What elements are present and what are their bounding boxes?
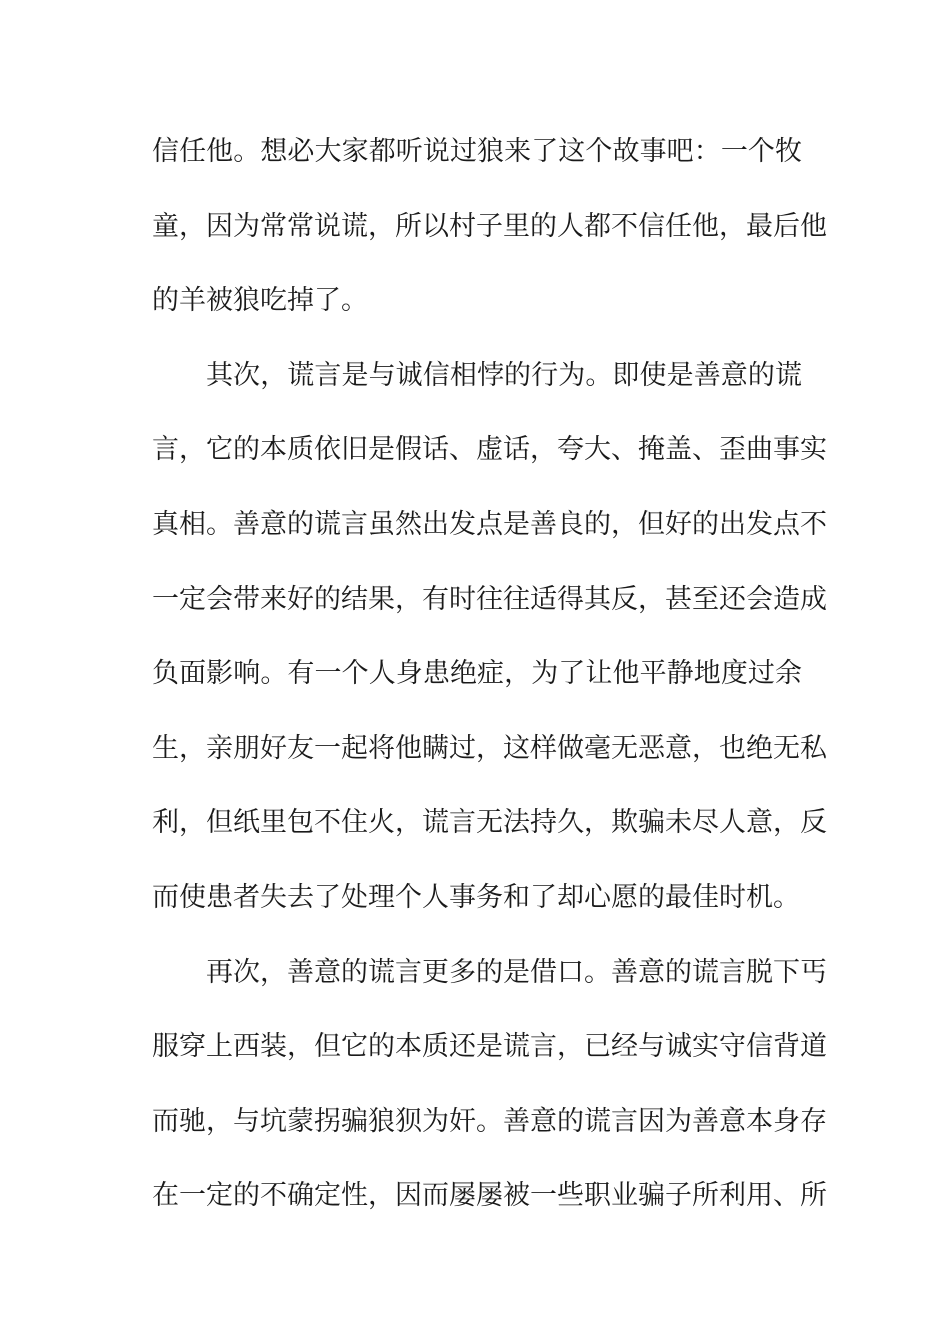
text-line-10: 利，但纸里包不住火，谎言无法持久，欺骗未尽人意，反 — [152, 807, 827, 839]
text-line-9: 生，亲朋好友一起将他瞒过，这样做毫无恶意，也绝无私 — [152, 732, 827, 764]
text-line-5: 言，它的本质依旧是假话、虚话，夸大、掩盖、歪曲事实 — [152, 434, 827, 466]
text-line-15: 在一定的不确定性，因而屡屡被一些职业骗子所利用、所 — [152, 1180, 827, 1212]
text-line-4: 其次，谎言是与诚信相悖的行为。即使是善意的谎 — [206, 359, 802, 391]
text-line-12: 再次，善意的谎言更多的是借口。善意的谎言脱下丐 — [206, 956, 827, 988]
text-line-6: 真相。善意的谎言虽然出发点是善良的，但好的出发点不 — [152, 508, 827, 540]
text-line-13: 服穿上西装，但它的本质还是谎言，已经与诚实守信背道 — [152, 1031, 827, 1063]
text-line-2: 童，因为常常说谎，所以村子里的人都不信任他，最后他 — [152, 210, 827, 242]
text-line-8: 负面影响。有一个人身患绝症，为了让他平静地度过余 — [152, 658, 802, 690]
text-line-7: 一定会带来好的结果，有时往往适得其反，甚至还会造成 — [152, 583, 827, 615]
body-text — [152, 130, 827, 1249]
text-line-14: 而驰，与坑蒙拐骗狼狈为奸。善意的谎言因为善意本身存 — [152, 1105, 827, 1137]
text-line-1: 信任他。想必大家都听说过狼来了这个故事吧：一个牧 — [152, 136, 802, 167]
text-line-11: 而使患者失去了处理个人事务和了却心愿的最佳时机。 — [152, 881, 800, 913]
text-line-3: 的羊被狼吃掉了。 — [152, 285, 368, 317]
